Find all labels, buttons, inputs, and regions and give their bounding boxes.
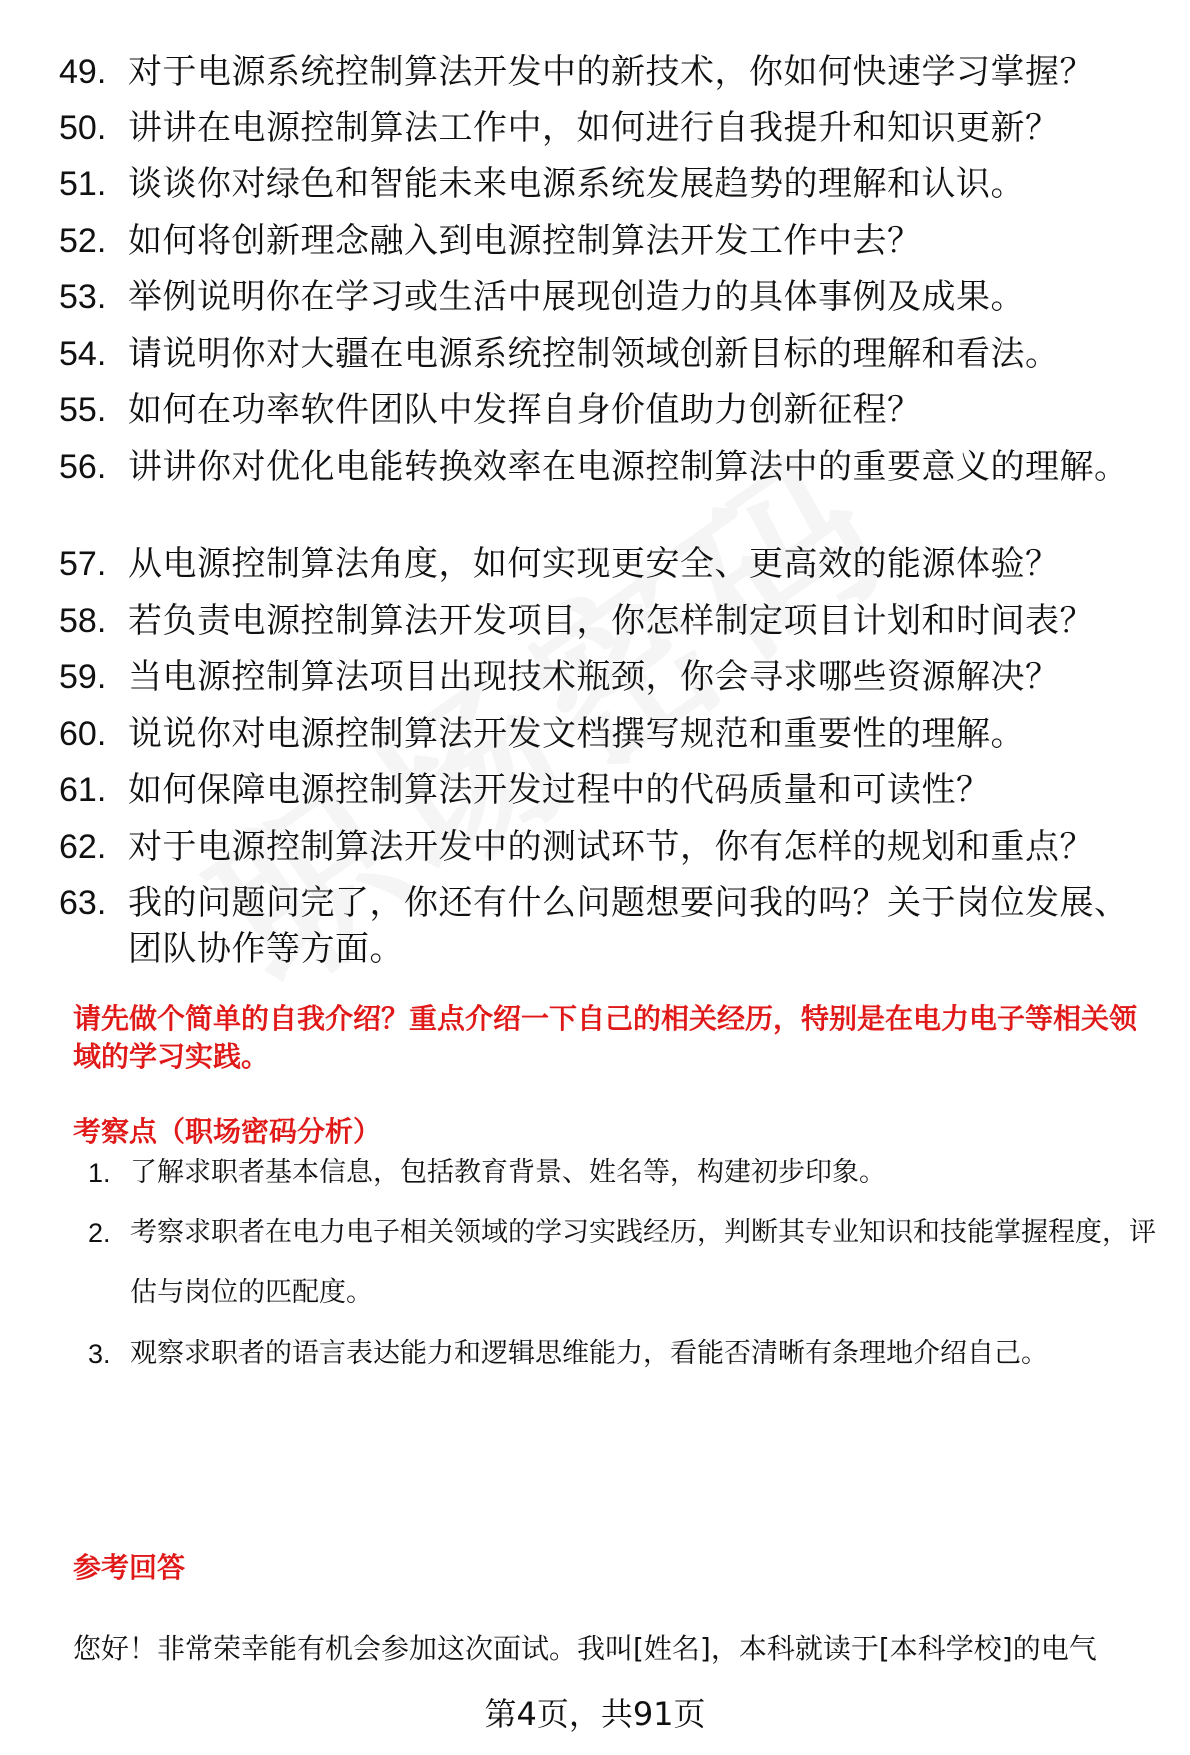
list-item xyxy=(59,880,1139,972)
list-item xyxy=(59,711,1139,757)
question-text: 举例说明你在学习或生活中展现创造力的具体事例及成果。 xyxy=(128,277,1025,317)
question-text: 如何将创新理念融入到电源控制算法开发工作中去？ xyxy=(128,221,922,261)
question-number: 49. xyxy=(59,53,107,91)
point-text: 观察求职者的语言表达能力和逻辑思维能力，看能否清晰有条理地介绍自己。 xyxy=(130,1338,1048,1369)
list-item xyxy=(59,541,1139,587)
list-item xyxy=(59,767,1139,813)
list-item xyxy=(59,654,1139,700)
question-text: 请说明你对大疆在电源系统控制领域创新目标的理解和看法。 xyxy=(128,334,1060,374)
question-number: 57. xyxy=(59,545,107,583)
question-number: 51. xyxy=(59,165,107,203)
question-text: 讲讲在电源控制算法工作中，如何进行自我提升和知识更新？ xyxy=(128,108,1060,148)
question-text: 当电源控制算法项目出现技术瓶颈，你会寻求哪些资源解决？ xyxy=(128,657,1060,697)
question-text: 讲讲你对优化电能转换效率在电源控制算法中的重要意义的理解。 xyxy=(128,447,1129,487)
point-text: 考察求职者在电力电子相关领域的学习实践经历，判断其专业知识和技能掌握程度，评估与岗位的匹配度。 xyxy=(130,1217,1156,1308)
question-number: 56. xyxy=(59,448,107,486)
list-item xyxy=(59,274,1139,320)
analysis-point xyxy=(88,1203,1158,1323)
point-number: 2. xyxy=(88,1218,111,1248)
question-number: 61. xyxy=(59,771,107,809)
question-text: 对于电源控制算法开发中的测试环节，你有怎样的规划和重点？ xyxy=(128,827,1094,867)
question-number: 50. xyxy=(59,109,107,147)
question-text: 若负责电源控制算法开发项目，你怎样制定项目计划和时间表？ xyxy=(128,601,1094,641)
question-number: 58. xyxy=(59,602,107,640)
reference-title: 参考回答 xyxy=(73,1551,186,1584)
list-item xyxy=(59,824,1139,870)
highlight-question: 请先做个简单的自我介绍？重点介绍一下自己的相关经历，特别是在电力电子等相关领域的学习实践。 xyxy=(73,1002,1138,1073)
question-text: 从电源控制算法角度，如何实现更安全、更高效的能源体验？ xyxy=(128,544,1060,584)
question-number: 52. xyxy=(59,222,107,260)
point-text: 了解求职者基本信息，包括教育背景、姓名等，构建初步印象。 xyxy=(130,1157,886,1188)
question-text: 如何保障电源控制算法开发过程中的代码质量和可读性？ xyxy=(128,770,991,810)
list-item xyxy=(59,49,1139,95)
reference-answer: 您好！非常荣幸能有机会参加这次面试。我叫[姓名]，本科就读于[本科学校]的电气 xyxy=(73,1632,1097,1665)
question-number: 63. xyxy=(59,884,107,922)
page-footer: 第4页，共91页 xyxy=(484,1695,706,1733)
question-number: 59. xyxy=(59,658,107,696)
question-text: 如何在功率软件团队中发挥自身价值助力创新征程？ xyxy=(128,390,922,430)
analysis-point xyxy=(88,1324,1158,1384)
question-number: 55. xyxy=(59,391,107,429)
question-number: 53. xyxy=(59,278,107,316)
list-item xyxy=(59,598,1139,644)
question-number: 54. xyxy=(59,335,107,373)
list-item xyxy=(59,105,1139,151)
point-number: 3. xyxy=(88,1339,111,1369)
analysis-title: 考察点（职场密码分析） xyxy=(73,1115,382,1148)
analysis-point xyxy=(88,1143,1158,1203)
list-item xyxy=(59,387,1139,433)
list-item xyxy=(59,218,1139,264)
question-text: 说说你对电源控制算法开发文档撰写规范和重要性的理解。 xyxy=(128,714,1025,754)
point-number: 1. xyxy=(88,1158,111,1188)
list-item xyxy=(59,444,1139,490)
question-text: 我的问题问完了，你还有什么问题想要问我的吗？关于岗位发展、团队协作等方面。 xyxy=(128,883,1129,969)
question-number: 60. xyxy=(59,715,107,753)
question-number: 62. xyxy=(59,828,107,866)
list-item xyxy=(59,161,1139,207)
question-text: 谈谈你对绿色和智能未来电源系统发展趋势的理解和认识。 xyxy=(128,164,1025,204)
list-item xyxy=(59,331,1139,377)
question-text: 对于电源系统控制算法开发中的新技术，你如何快速学习掌握？ xyxy=(128,52,1094,92)
